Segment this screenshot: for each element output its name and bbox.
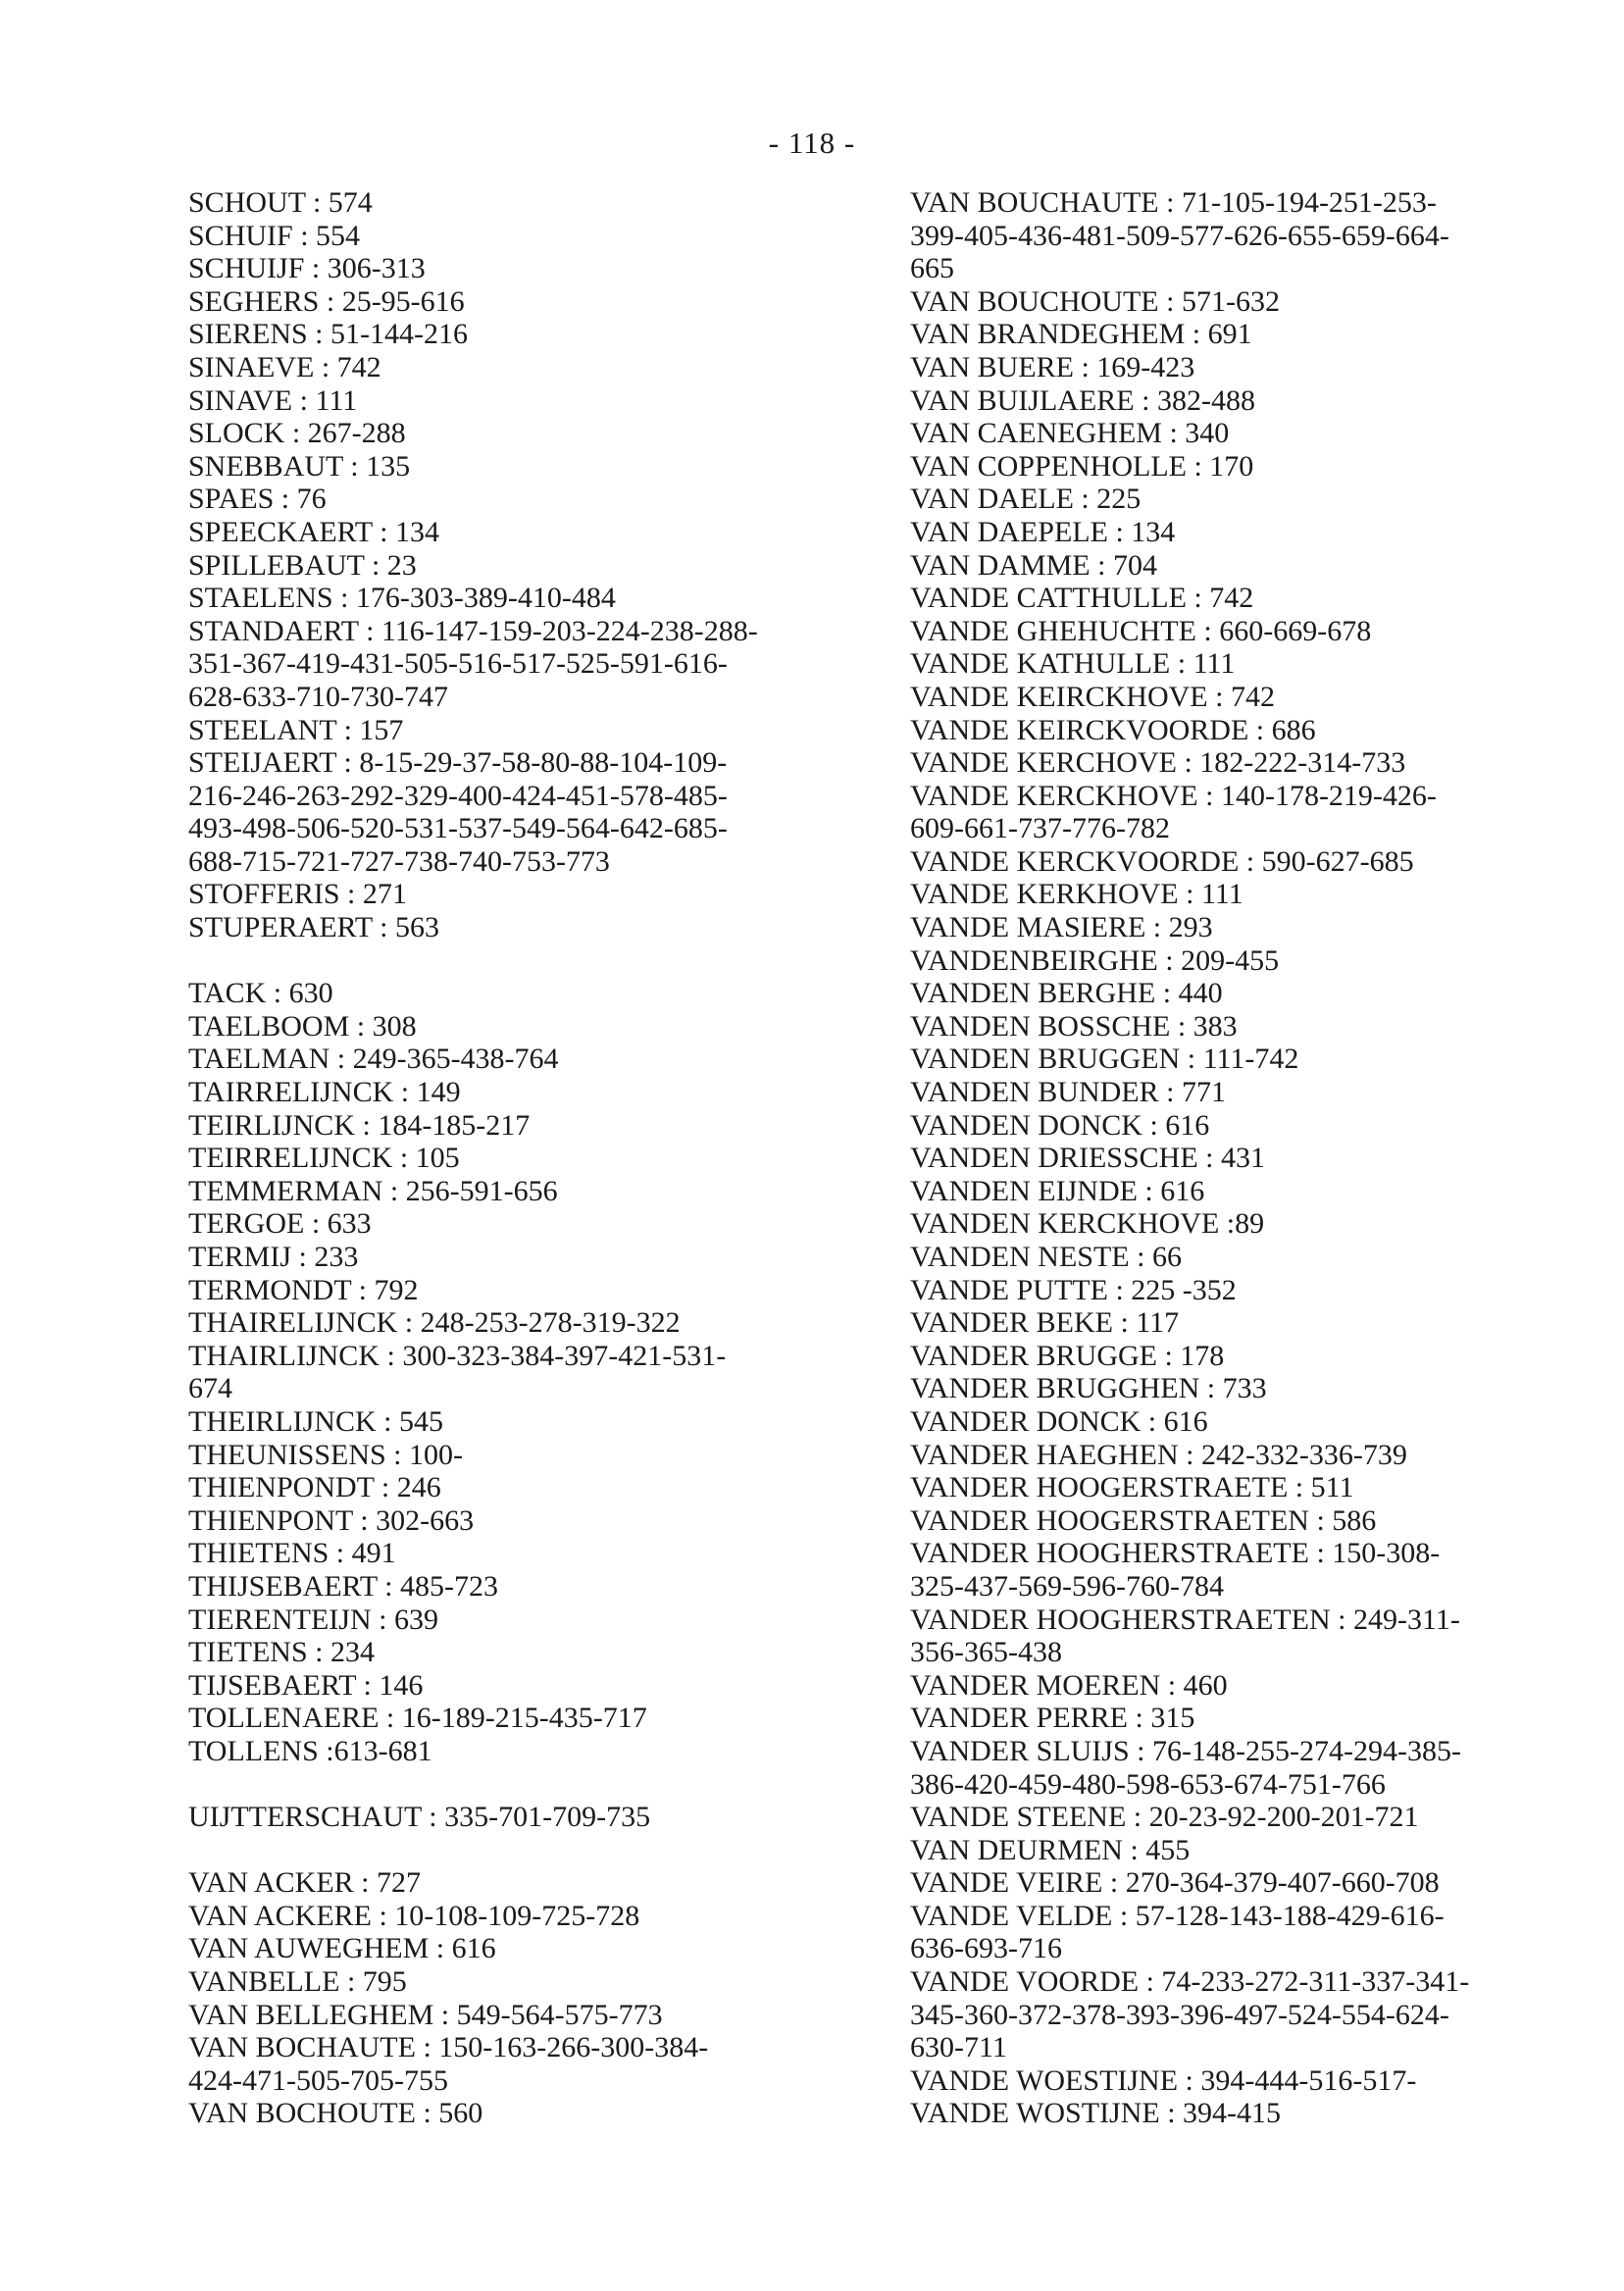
index-entry-line: VAN COPPENHOLLE : 170	[910, 449, 1254, 483]
index-entry-line: VANBELLE : 795	[188, 1965, 407, 1999]
index-entry-line: VANDER MOEREN : 460	[910, 1668, 1228, 1702]
index-entry-line: VANDE KERCKHOVE : 140-178-219-426-	[910, 779, 1437, 812]
index-entry-line: VANDER HOOGHERSTRAETE : 150-308-	[910, 1537, 1441, 1570]
index-entry-line: 665	[910, 252, 954, 285]
index-entry-line: TACK : 630	[188, 977, 333, 1010]
index-entry-line: VAN CAENEGHEM : 340	[910, 417, 1230, 450]
index-entry-line: 325-437-569-596-760-784	[910, 1569, 1224, 1603]
index-entry-line: STEIJAERT : 8-15-29-37-58-80-88-104-109-	[188, 746, 728, 780]
index-entry-line: SINAEVE : 742	[188, 350, 381, 383]
index-entry-line: VANDE KATHULLE : 111	[910, 647, 1236, 681]
index-entry-line: VAN BRANDEGHEM : 691	[910, 318, 1252, 351]
index-entry-line: VAN BELLEGHEM : 549-564-575-773	[188, 1998, 663, 2031]
index-entry-line: TAIRRELIJNCK : 149	[188, 1076, 461, 1109]
index-entry-line: VANDER HOOGERSTRAETEN : 586	[910, 1503, 1377, 1537]
index-entry-line: STUPERAERT : 563	[188, 911, 440, 944]
index-entry-line: 424-471-505-705-755	[188, 2063, 448, 2097]
index-entry-line: STANDAERT : 116-147-159-203-224-238-288-	[188, 614, 758, 647]
index-entry-line: VAN BOUCHOUTE : 571-632	[910, 284, 1280, 318]
index-entry-line: VANDER BRUGGE : 178	[910, 1339, 1225, 1372]
index-entry-line: VANDE WOSTIJNE : 394-415	[910, 2097, 1282, 2130]
index-entry-line: VANDEN BUNDER : 771	[910, 1076, 1226, 1109]
index-entry-line: VAN DAEPELE : 134	[910, 515, 1176, 548]
index-entry-line: TERMIJ : 233	[188, 1241, 359, 1273]
index-entry-line: VAN ACKER : 727	[188, 1866, 421, 1900]
index-entry-line: VANDEN EIJNDE : 616	[910, 1174, 1205, 1207]
index-entry-line: SEGHERS : 25-95-616	[188, 284, 465, 318]
index-entry-line: THIJSEBAERT : 485-723	[188, 1569, 498, 1603]
index-entry-line: VANDEN BRUGGEN : 111-742	[910, 1043, 1299, 1076]
index-entry-line: VAN DAMME : 704	[910, 548, 1157, 582]
index-entry-line: THAIRLIJNCK : 300-323-384-397-421-531-	[188, 1339, 727, 1372]
section-gap	[188, 1834, 894, 1867]
index-entry-line: TERMONDT : 792	[188, 1273, 419, 1306]
index-entry-line: TEMMERMAN : 256-591-656	[188, 1174, 558, 1207]
index-entry-line: VANDER HAEGHEN : 242-332-336-739	[910, 1438, 1407, 1471]
index-entry-line: SCHUIF : 554	[188, 219, 361, 252]
index-entry-line: VAN DEURMEN : 455	[910, 1833, 1191, 1866]
index-entry-line: VANDER PERRE : 315	[910, 1702, 1195, 1735]
index-entry-line: VANDER BEKE : 117	[910, 1306, 1180, 1340]
index-entry-line: UIJTTERSCHAUT : 335-701-709-735	[188, 1801, 651, 1834]
index-entry-line: VANDEN NESTE : 66	[910, 1241, 1182, 1273]
index-entry-line: 386-420-459-480-598-653-674-751-766	[910, 1767, 1386, 1801]
index-entry-line: VANDE KERKHOVE : 111	[910, 878, 1243, 911]
index-entry-line: 345-360-372-378-393-396-497-524-554-624-	[910, 1998, 1449, 2031]
index-entry-line: VANDEN BERGHE : 440	[910, 977, 1223, 1010]
index-entry-line: TIERENTEIJN : 639	[188, 1603, 438, 1636]
index-entry-line: 630-711	[910, 2031, 1007, 2064]
index-entry-line: SINAVE : 111	[188, 383, 358, 417]
index-entry-line: TIETENS : 234	[188, 1636, 375, 1669]
index-entry-line: VANDER BRUGGHEN : 733	[910, 1372, 1267, 1405]
index-entry-line: SLOCK : 267-288	[188, 417, 406, 450]
index-entry-line: SIERENS : 51-144-216	[188, 318, 468, 351]
index-entry-line: VANDE VEIRE : 270-364-379-407-660-708	[910, 1866, 1440, 1900]
index-entry-line: THEIRLIJNCK : 545	[188, 1404, 443, 1438]
index-entry-line: VAN BOCHAUTE : 150-163-266-300-384-	[188, 2031, 709, 2064]
index-entry-line: 636-693-716	[910, 1932, 1062, 1965]
index-entry-line: VAN BOUCHAUTE : 71-105-194-251-253-	[910, 186, 1437, 219]
index-entry-line: STAELENS : 176-303-389-410-484	[188, 582, 616, 615]
index-entry-line: TOLLENAERE : 16-189-215-435-717	[188, 1702, 647, 1735]
index-entry-line: VANDE KEIRCKVOORDE : 686	[910, 713, 1316, 746]
index-entry-line: VANDE VELDE : 57-128-143-188-429-616-	[910, 1899, 1445, 1932]
index-entry-line: VAN BUERE : 169-423	[910, 350, 1195, 383]
index-entry-line: TAELMAN : 249-365-438-764	[188, 1043, 559, 1076]
index-entry-line: VANDE KERCHOVE : 182-222-314-733	[910, 746, 1406, 780]
index-entry-line: THIENPONT : 302-663	[188, 1503, 475, 1537]
index-entry-line: VANDE STEENE : 20-23-92-200-201-721	[910, 1801, 1419, 1834]
index-entry-line: 688-715-721-727-738-740-753-773	[188, 844, 610, 878]
index-entry-line: 609-661-737-776-782	[910, 812, 1170, 845]
index-entry-line: VAN DAELE : 225	[910, 483, 1142, 516]
index-entry-line: 493-498-506-520-531-537-549-564-642-685-	[188, 812, 728, 845]
index-entry-line: 674	[188, 1372, 232, 1405]
index-entry-line: VANDE KERCKVOORDE : 590-627-685	[910, 844, 1414, 878]
index-entry-line: SNEBBAUT : 135	[188, 449, 411, 483]
index-entry-line: THIETENS : 491	[188, 1537, 396, 1570]
index-column-right	[910, 186, 1597, 2130]
index-entry-line: SPAES : 76	[188, 483, 327, 516]
index-column-left	[188, 186, 894, 2130]
index-entry-line: VANDEN BOSSCHE : 383	[910, 1009, 1238, 1043]
index-entry-line: SCHUIJF : 306-313	[188, 252, 426, 285]
index-entry-line: 399-405-436-481-509-577-626-655-659-664-	[910, 219, 1449, 252]
index-entry-line: VANDEN DRIESSCHE : 431	[910, 1142, 1265, 1175]
index-entry-line: TOLLENS :613-681	[188, 1734, 432, 1767]
page-number: - 118 -	[768, 126, 856, 160]
index-entry-line: VAN BOCHOUTE : 560	[188, 2097, 483, 2130]
index-entry-line: VANDEN DONCK : 616	[910, 1108, 1210, 1142]
index-entry-line: VANDE VOORDE : 74-233-272-311-337-341-	[910, 1965, 1470, 1999]
index-entry-line: VANDE GHEHUCHTE : 660-669-678	[910, 614, 1372, 647]
index-entry-line: SPEECKAERT : 134	[188, 515, 440, 548]
index-entry-line: STOFFERIS : 271	[188, 878, 407, 911]
section-gap	[188, 944, 894, 978]
index-entry-line: 351-367-419-431-505-516-517-525-591-616-	[188, 647, 728, 681]
index-entry-line: VANDE KEIRCKHOVE : 742	[910, 680, 1275, 713]
index-entry-line: TERGOE : 633	[188, 1207, 372, 1241]
section-gap	[188, 1768, 894, 1802]
index-entry-line: VANDE WOESTIJNE : 394-444-516-517-	[910, 2063, 1417, 2097]
index-entry-line: VANDEN KERCKHOVE :89	[910, 1207, 1265, 1241]
index-entry-line: VAN BUIJLAERE : 382-488	[910, 383, 1255, 417]
index-entry-line: VAN ACKERE : 10-108-109-725-728	[188, 1899, 640, 1932]
index-entry-line: THEUNISSENS : 100-	[188, 1438, 464, 1471]
index-entry-line: VANDENBEIRGHE : 209-455	[910, 943, 1280, 977]
index-entry-line: VANDE CATTHULLE : 742	[910, 582, 1254, 615]
index-entry-line: TEIRLIJNCK : 184-185-217	[188, 1108, 531, 1142]
index-entry-line: TEIRRELIJNCK : 105	[188, 1142, 460, 1175]
index-entry-line: STEELANT : 157	[188, 713, 404, 746]
index-entry-line: VANDE MASIERE : 293	[910, 911, 1213, 944]
index-entry-line: VANDER DONCK : 616	[910, 1404, 1208, 1438]
index-entry-line: VANDER HOOGHERSTRAETEN : 249-311-	[910, 1603, 1460, 1636]
index-entry-line: 216-246-263-292-329-400-424-451-578-485-	[188, 779, 728, 812]
index-entry-line: TAELBOOM : 308	[188, 1009, 417, 1043]
index-entry-line: VANDER HOOGERSTRAETE : 511	[910, 1471, 1354, 1504]
index-entry-line: 356-365-438	[910, 1636, 1062, 1669]
index-entry-line: THIENPONDT : 246	[188, 1471, 441, 1504]
index-entry-line: SCHOUT : 574	[188, 186, 373, 219]
index-entry-line: TIJSEBAERT : 146	[188, 1668, 424, 1702]
index-entry-line: SPILLEBAUT : 23	[188, 548, 417, 582]
index-entry-line: 628-633-710-730-747	[188, 680, 448, 713]
index-entry-line: VANDER SLUIJS : 76-148-255-274-294-385-	[910, 1734, 1461, 1767]
index-entry-line: THAIRELIJNCK : 248-253-278-319-322	[188, 1306, 681, 1340]
index-entry-line: VANDE PUTTE : 225 -352	[910, 1273, 1237, 1306]
index-entry-line: VAN AUWEGHEM : 616	[188, 1932, 496, 1965]
